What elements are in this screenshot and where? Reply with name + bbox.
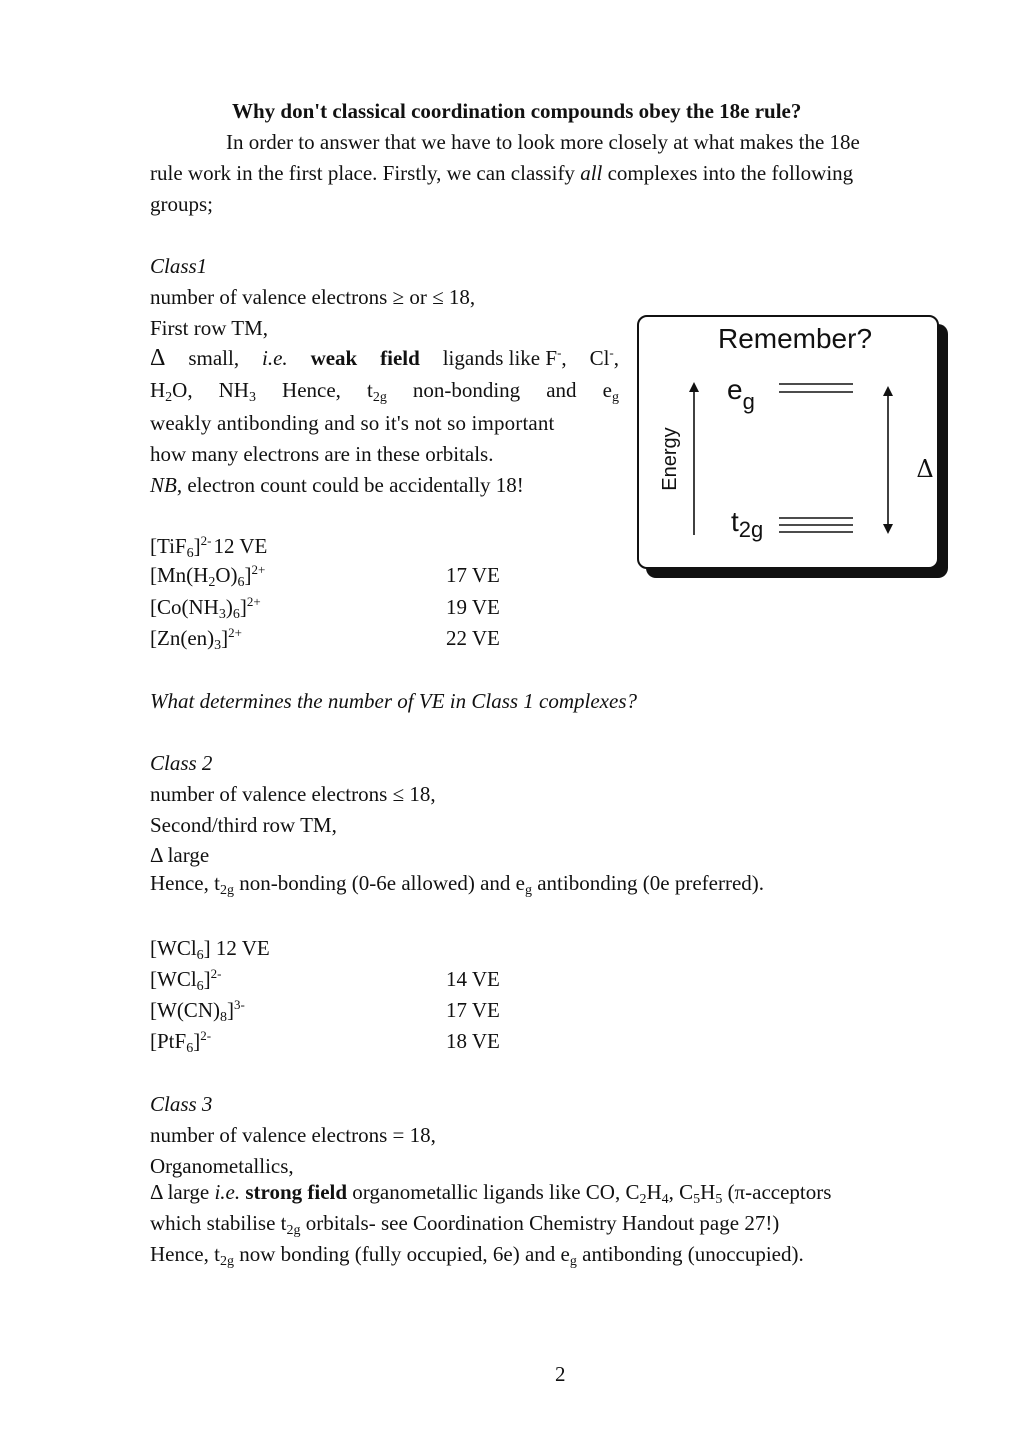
chloride-text: Cl-, [589,345,619,370]
class1-how-line: how many electrons are in these orbitals. [150,442,494,466]
class2-example-3: $[W(CN)_8]^{3-}$ 17 VE [150,997,500,1025]
intro-text: rule work in the first place. Firstly, we can classify [150,161,581,185]
class1-example-4: $[Zn(en)_3]^{2+}$ 22 VE [150,625,500,653]
water-formula: $H_2O$, [150,378,193,405]
class1-heading: Class1 [150,254,208,278]
hence-word: Hence, [282,378,341,402]
eg-level-label: $e_g$ [727,374,755,414]
class3-heading: Class 3 [150,1092,213,1116]
intro-line-3: groups; [150,192,213,216]
class2-ve-line: number of valence electrons ≤ 18, [150,782,436,806]
class1-question: What determines the number of VE in Class 1 complexes? [150,689,637,713]
class3-line-1: Δ large i.e. strong field organometallic ligands like CO, $C_2H_4$, $C_5H_5$ (π-acceptors [150,1180,832,1207]
ie-abbrev: i.e. [262,346,288,370]
small-word: small, [188,346,240,370]
class1-example-1: $[TiF_6]^{2-}12$ VE [150,533,268,561]
field-word: field [380,346,420,370]
delta-label: Δ [916,455,934,483]
class2-row-line: Second/third row TM, [150,813,337,837]
class1-weakly-line: weakly antibonding and so it's not so important [150,411,555,435]
class2-example-2: $[WCl_6]^{2-}$ 14 VE [150,966,500,994]
weak-word: weak [310,346,358,370]
intro-text: complexes into the following [602,161,854,185]
class1-h2o-line [150,378,619,405]
page-number: 2 [555,1362,566,1386]
delta-symbol: Δ [150,345,166,371]
class3-line-2: which stabilise $t_{2g}$ orbitals- see Coordination Chemistry Handout page 27!) [150,1211,780,1238]
class3-ve-line: number of valence electrons = 18, [150,1123,436,1147]
intro-line-2 [150,161,853,185]
nb-text: , electron count could be accidentally 18! [176,473,524,497]
remember-title: Remember? [717,323,873,354]
and-word: and [546,378,577,402]
class3-row-line: Organometallics, [150,1154,294,1178]
class2-example-1: [WCl$_6$] 12 VE [150,936,270,963]
t2g-label: $t_{2g}$ [366,378,387,405]
intro-emphasis: all [580,161,603,185]
page-title: Why don't classical coordination compounds obey the 18e rule? [232,99,802,123]
ligands-text: ligands like F-, [442,345,567,370]
class1-delta-line [150,346,619,370]
class1-nb-line [150,473,524,497]
class2-example-4: $[PtF_6]^{2-}$ 18 VE [150,1028,500,1056]
intro-line-1: In order to answer that we have to look more closely at what makes the 18e [226,130,860,154]
energy-label: Energy [659,427,681,491]
splitting-diagram [639,317,941,571]
remember-box [637,315,939,569]
class2-delta-line: Δ large [150,843,210,867]
nb-label: NB [150,473,177,497]
eg-label: $e_g$ [602,378,619,405]
class1-ve-line: number of valence electrons ≥ or ≤ 18, [150,285,476,309]
class1-row-line: First row TM, [150,316,269,340]
ammonia-formula: $NH_3$ [218,378,256,405]
class2-heading: Class 2 [150,751,213,775]
class2-hence-line: Hence, $t_{2g}$ non-bonding (0-6e allowed) and $e_g$ antibonding (0e preferred). [150,871,765,898]
nonbonding-word: non-bonding [412,378,521,402]
class1-example-3: $[Co(NH_3)_6]^{2+}$ 19 VE [150,594,500,622]
class3-line-3: Hence, $t_{2g}$ now bonding (fully occupied, 6e) and $e_g$ antibonding (unoccupied). [150,1242,804,1269]
t2g-level-label: $t_{2g}$ [731,506,764,542]
class1-example-2: $[Mn(H_2O)_6]^{2+}$ 17 VE [150,562,500,590]
